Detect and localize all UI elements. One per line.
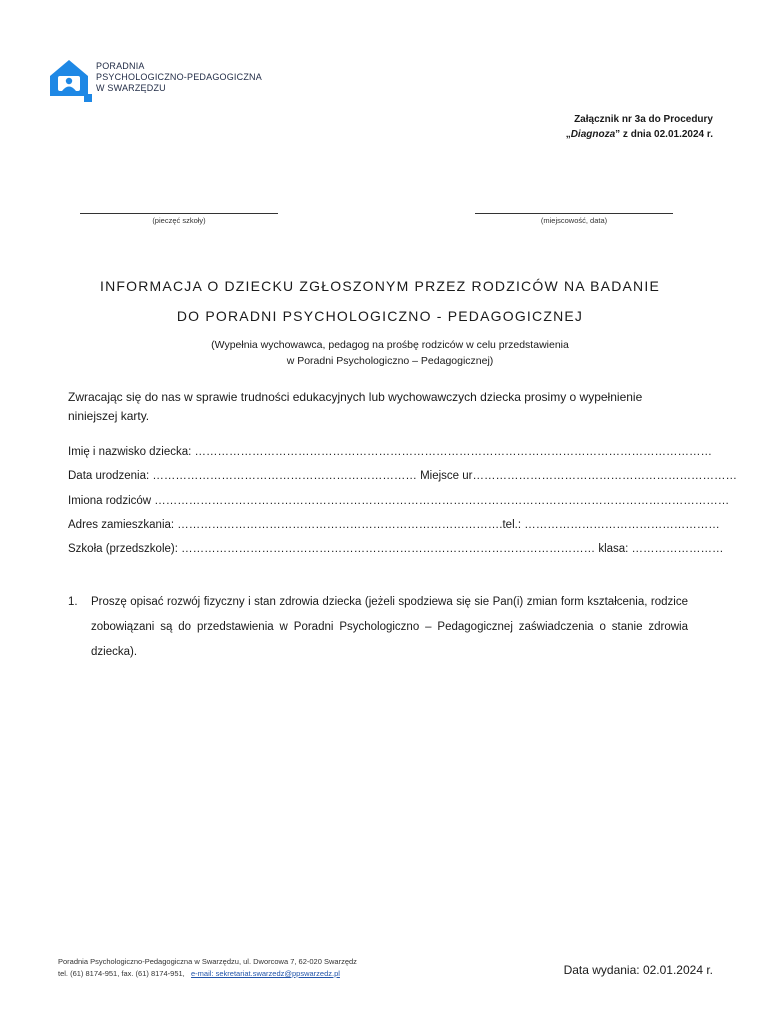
- address-field[interactable]: Adres zamieszkania: ………………………………………………………………………….tel.: ……………………………………………: [68, 519, 720, 531]
- question-1: [68, 590, 688, 665]
- issue-date: Data wydania: 02.01.2024 r.: [563, 963, 713, 977]
- question-1-number: 1.: [68, 596, 78, 608]
- logo-line-2: PSYCHOLOGICZNO-PEDAGOGICZNA: [96, 72, 262, 82]
- annex-procedure-name: Diagnoza: [570, 129, 616, 140]
- birth-field[interactable]: Data urodzenia: …………………………………………………………… Miejsce ur……………………………………………………………: [68, 470, 737, 482]
- logo-line-3: W SWARZĘDZU: [96, 83, 166, 93]
- instructions-line-2: w Poradni Psychologiczno – Pedagogicznej): [286, 355, 494, 367]
- document-title-line-2: DO PORADNI PSYCHOLOGICZNO - PEDAGOGICZNEJ: [176, 308, 584, 324]
- parents-field[interactable]: Imiona rodziców ……………………………………………………………………………………………………………………………………: [68, 495, 730, 507]
- footer-address: Poradnia Psychologiczno-Pedagogiczna w Swarzędzu, ul. Dworcowa 7, 62-020 Swarzędz: [58, 957, 357, 966]
- annex-quote-open: „: [565, 129, 571, 140]
- instructions-line-1: (Wypełnia wychowawca, pedagog na prośbę rodziców w celu przedstawienia: [211, 339, 569, 351]
- footer-contact: [58, 968, 357, 980]
- footer-email-link[interactable]: e-mail: sekretariat.swarzedz@ppswarzedz.pl: [191, 969, 340, 978]
- child-name-field[interactable]: Imię i nazwisko dziecka: ………………………………………………………………………………………………………………………: [68, 446, 713, 458]
- document-title-line-1: INFORMACJA O DZIECKU ZGŁOSZONYM PRZEZ RODZICÓW NA BADANIE: [100, 278, 660, 294]
- question-1-text: Proszę opisać rozwój fizyczny i stan zdrowia dziecka (jeżeli spodziewa się sie Pan(i) zmian form kształcenia, rodzice zobowiązani są do przedstawienia w Poradni Psychologiczno – Pedagogicznej zaświadczenia o stanie zdrowia dziecka).: [91, 596, 688, 658]
- footer-phone: tel. (61) 8174-951, fax. (61) 8174-951,: [58, 969, 185, 978]
- logo: [48, 58, 278, 108]
- school-stamp-line: (pieczęć szkoły): [80, 213, 278, 225]
- logo-text: [96, 61, 262, 94]
- instructions: [80, 337, 700, 369]
- school-field[interactable]: Szkoła (przedszkole): ……………………………………………………………………………………………… klasa: ……………………: [68, 543, 724, 555]
- place-date-line: (miejscowość, data): [475, 213, 673, 225]
- footer: [58, 956, 357, 980]
- annex-line-1: Załącznik nr 3a do Procedury: [574, 114, 713, 125]
- annex-date: ” z dnia 02.01.2024 r.: [615, 129, 713, 140]
- intro-paragraph: Zwracając się do nas w sprawie trudności edukacyjnych lub wychowawczych dziecka prosimy o wypełnienie niniejszej karty.: [68, 390, 643, 423]
- annex-line-2: [566, 127, 713, 142]
- house-logo-icon: [48, 58, 90, 108]
- logo-line-1: PORADNIA: [96, 61, 145, 71]
- annex-note: [566, 112, 713, 142]
